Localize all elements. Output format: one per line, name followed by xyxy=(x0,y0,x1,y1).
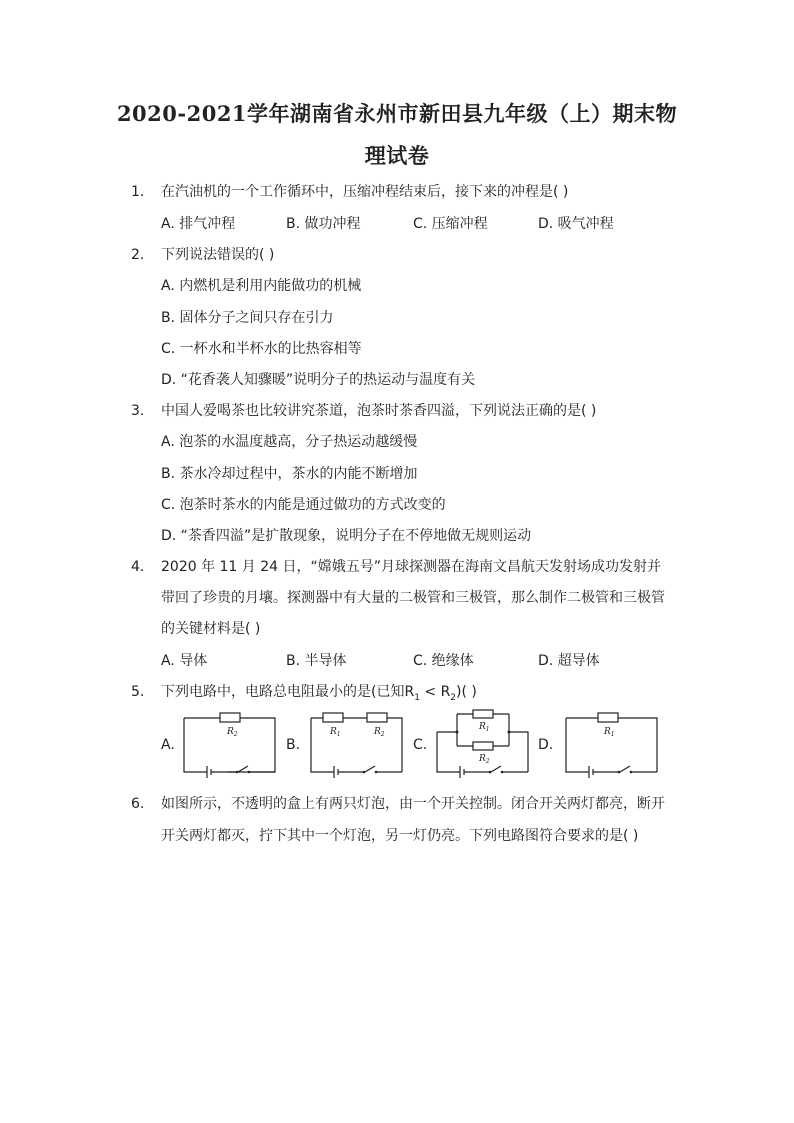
option-c[interactable]: C. 绝缘体 xyxy=(413,653,474,669)
option-d[interactable]: D. “茶香四溢”是扩散现象，说明分子在不停地做无规则运动 xyxy=(161,528,532,544)
option-d[interactable]: D. 吸气冲程 xyxy=(538,216,614,232)
question-1 xyxy=(131,181,568,201)
question-4 xyxy=(131,556,661,576)
question-number: 5. xyxy=(131,684,145,700)
option-b[interactable]: B. 固体分子之间只存在引力 xyxy=(161,310,334,326)
question-text-continued: 带回了珍贵的月壤。探测器中有大量的二极管和三极管，那么制作二极管和三极管 xyxy=(161,590,665,606)
option-b[interactable]: B. 做功冲程 xyxy=(286,216,361,232)
page-title-line2: 理试卷 xyxy=(364,143,430,168)
svg-text:R2: $R_2$ xyxy=(227,727,238,738)
option-d[interactable]: D. xyxy=(538,737,554,753)
option-a[interactable]: A. 排气冲程 xyxy=(161,216,236,232)
question-text: 下列说法错误的( ) xyxy=(161,247,275,263)
question-text: 如图所示，不透明的盒上有两只灯泡，由一个开关控制。闭合开关两灯都亮，断开 xyxy=(161,796,665,812)
circuit-diagram-c xyxy=(437,712,529,774)
question-text: 在汽油机的一个工作循环中，压缩冲程结束后，接下来的冲程是( ) xyxy=(161,184,569,200)
option-a[interactable]: A. xyxy=(161,737,175,753)
question-text: 中国人爱喝茶也比较讲究茶道，泡茶时茶香四溢，下列说法正确的是( ) xyxy=(161,403,597,419)
question-text-continued: 的关键材料是( ) xyxy=(161,621,261,637)
option-a[interactable]: A. 导体 xyxy=(161,653,208,669)
option-b[interactable]: B. 茶水冷却过程中，茶水的内能不断增加 xyxy=(161,466,418,482)
option-c[interactable]: C. 压缩冲程 xyxy=(413,216,488,232)
question-text: 2020 年 11 月 24 日，“嫦娥五号”月球探测器在海南文昌航天发射场成功发射并 xyxy=(161,559,662,575)
option-a[interactable]: A. 内燃机是利用内能做功的机械 xyxy=(161,278,362,294)
question-text: 下列电路中，电路总电阻最小的是(已知$R_1 < R_2$)( ) xyxy=(161,684,477,703)
option-b[interactable]: B. xyxy=(286,737,301,753)
svg-text:R2: $R_2$ xyxy=(479,754,490,765)
option-a[interactable]: A. 泡茶的水温度越高，分子热运动越缓慢 xyxy=(161,434,418,450)
question-text-continued: 开关两灯都灭，拧下其中一个灯泡，另一灯仍亮。下列电路图符合要求的是( ) xyxy=(161,828,639,844)
question-number: 1. xyxy=(131,184,145,200)
option-c[interactable]: C. 泡茶时茶水的内能是通过做功的方式改变的 xyxy=(161,497,446,513)
svg-text:R2: $R_2$ xyxy=(374,727,385,738)
svg-text:R1: $R_1$ xyxy=(604,727,615,738)
option-d[interactable]: D. “花香袭人知骤暖”说明分子的热运动与温度有关 xyxy=(161,372,476,388)
question-2 xyxy=(131,244,274,264)
question-number: 6. xyxy=(131,796,145,812)
option-c[interactable]: C. xyxy=(413,737,428,753)
question-number: 2. xyxy=(131,247,145,263)
option-c[interactable]: C. 一杯水和半杯水的比热容相等 xyxy=(161,341,362,357)
option-d[interactable]: D. 超导体 xyxy=(538,653,600,669)
question-3 xyxy=(131,400,596,420)
page-title: 2020-2021学年湖南省永州市新田县九年级（上）期末物 xyxy=(116,101,678,126)
option-b[interactable]: B. 半导体 xyxy=(286,653,347,669)
circuit-diagram-b xyxy=(311,712,403,774)
question-6 xyxy=(131,793,665,813)
question-number: 4. xyxy=(131,559,145,575)
svg-text:R1: $R_1$ xyxy=(330,727,341,738)
question-number: 3. xyxy=(131,403,145,419)
svg-text:R1: $R_1$ xyxy=(479,722,490,733)
circuit-diagram-a xyxy=(184,712,276,774)
question-5 xyxy=(131,681,477,703)
circuit-diagram-d xyxy=(566,712,658,774)
